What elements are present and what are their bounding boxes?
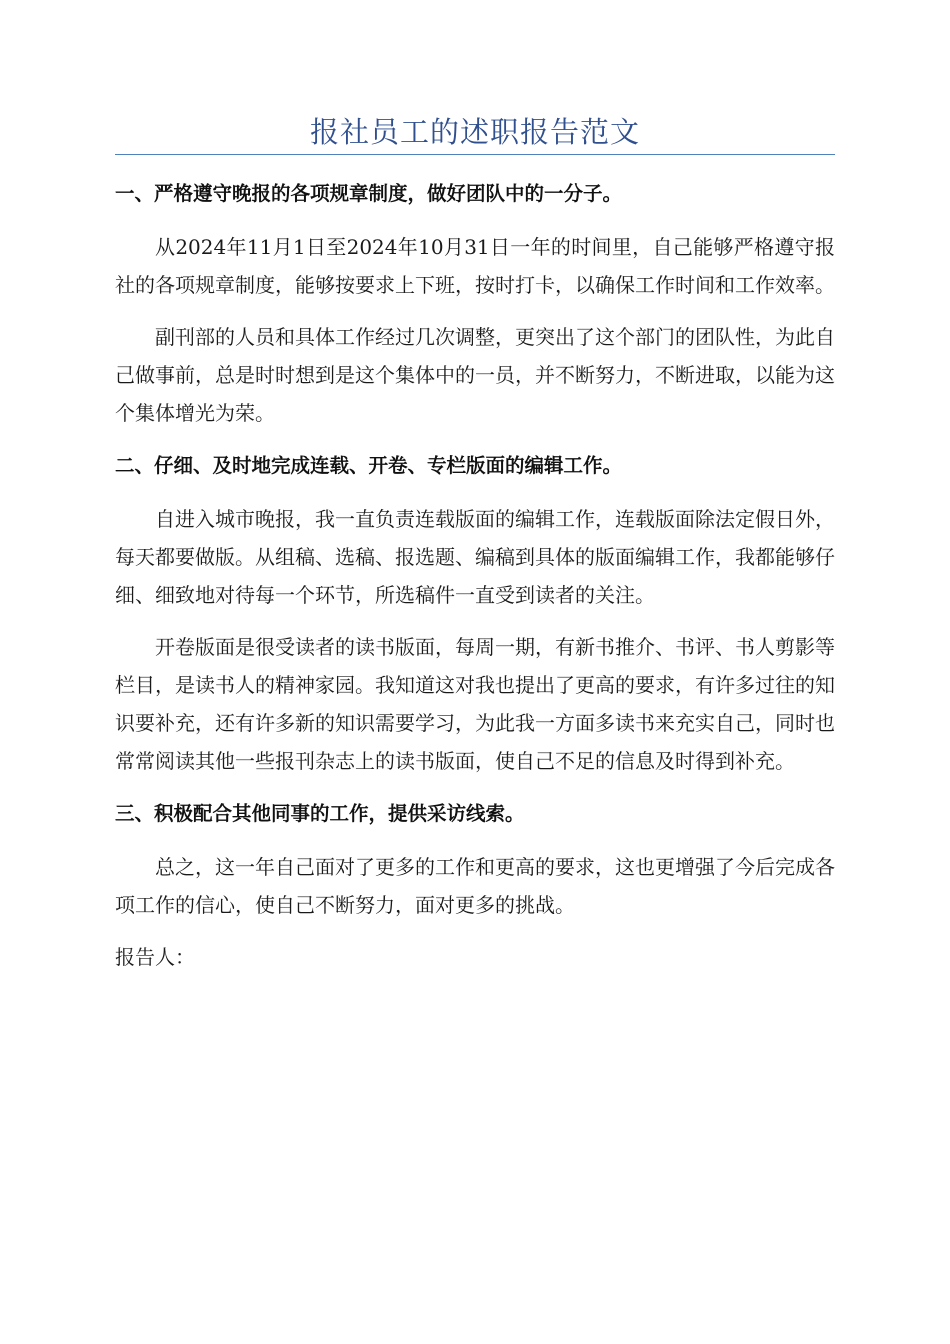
section-3: [115, 794, 835, 924]
body-paragraph: 开卷版面是很受读者的读书版面，每周一期，有新书推介、书评、书人剪影等栏目，是读书人的精神家园。我知道这对我也提出了更高的要求，有许多过往的知识要补充，还有许多新的知识需要学习，为此我一方面多读书来充实自己，同时也常常阅读其他一些报刊杂志上的读书版面，使自己不足的信息及时得到补充。: [115, 635, 835, 773]
signature-line: 报告人：: [115, 945, 195, 969]
body-paragraph: 副刊部的人员和具体工作经过几次调整，更突出了这个部门的团队性，为此自己做事前，总是时时想到是这个集体中的一员，并不断努力，不断进取，以能为这个集体增光为荣。: [115, 325, 835, 425]
body-paragraph: 自进入城市晚报，我一直负责连载版面的编辑工作，连载版面除法定假日外，每天都要做版。从组稿、选稿、报选题、编稿到具体的版面编辑工作，我都能够仔细、细致地对待每一个环节，所选稿件一直受到读者的关注。: [115, 507, 835, 607]
title-underline: [115, 154, 835, 155]
body-paragraph: 总之，这一年自己面对了更多的工作和更高的要求，这也更增强了今后完成各项工作的信心，使自己不断努力，面对更多的挑战。: [115, 855, 835, 917]
section-2: [115, 446, 835, 780]
section-heading: 一、严格遵守晚报的各项规章制度，做好团队中的一分子。: [115, 182, 623, 205]
document-title: 报社员工的述职报告范文: [309, 115, 640, 149]
section-heading: 二、仔细、及时地完成连载、开卷、专栏版面的编辑工作。: [115, 454, 623, 477]
section-1: [115, 174, 835, 432]
body-paragraph: 从2024年11月1日至2024年10月31日一年的时间里，自己能够严格遵守报社的各项规章制度，能够按要求上下班，按时打卡，以确保工作时间和工作效率。: [115, 235, 835, 297]
document-body: [115, 174, 835, 976]
section-heading: 三、积极配合其他同事的工作，提供采访线索。: [115, 802, 525, 825]
